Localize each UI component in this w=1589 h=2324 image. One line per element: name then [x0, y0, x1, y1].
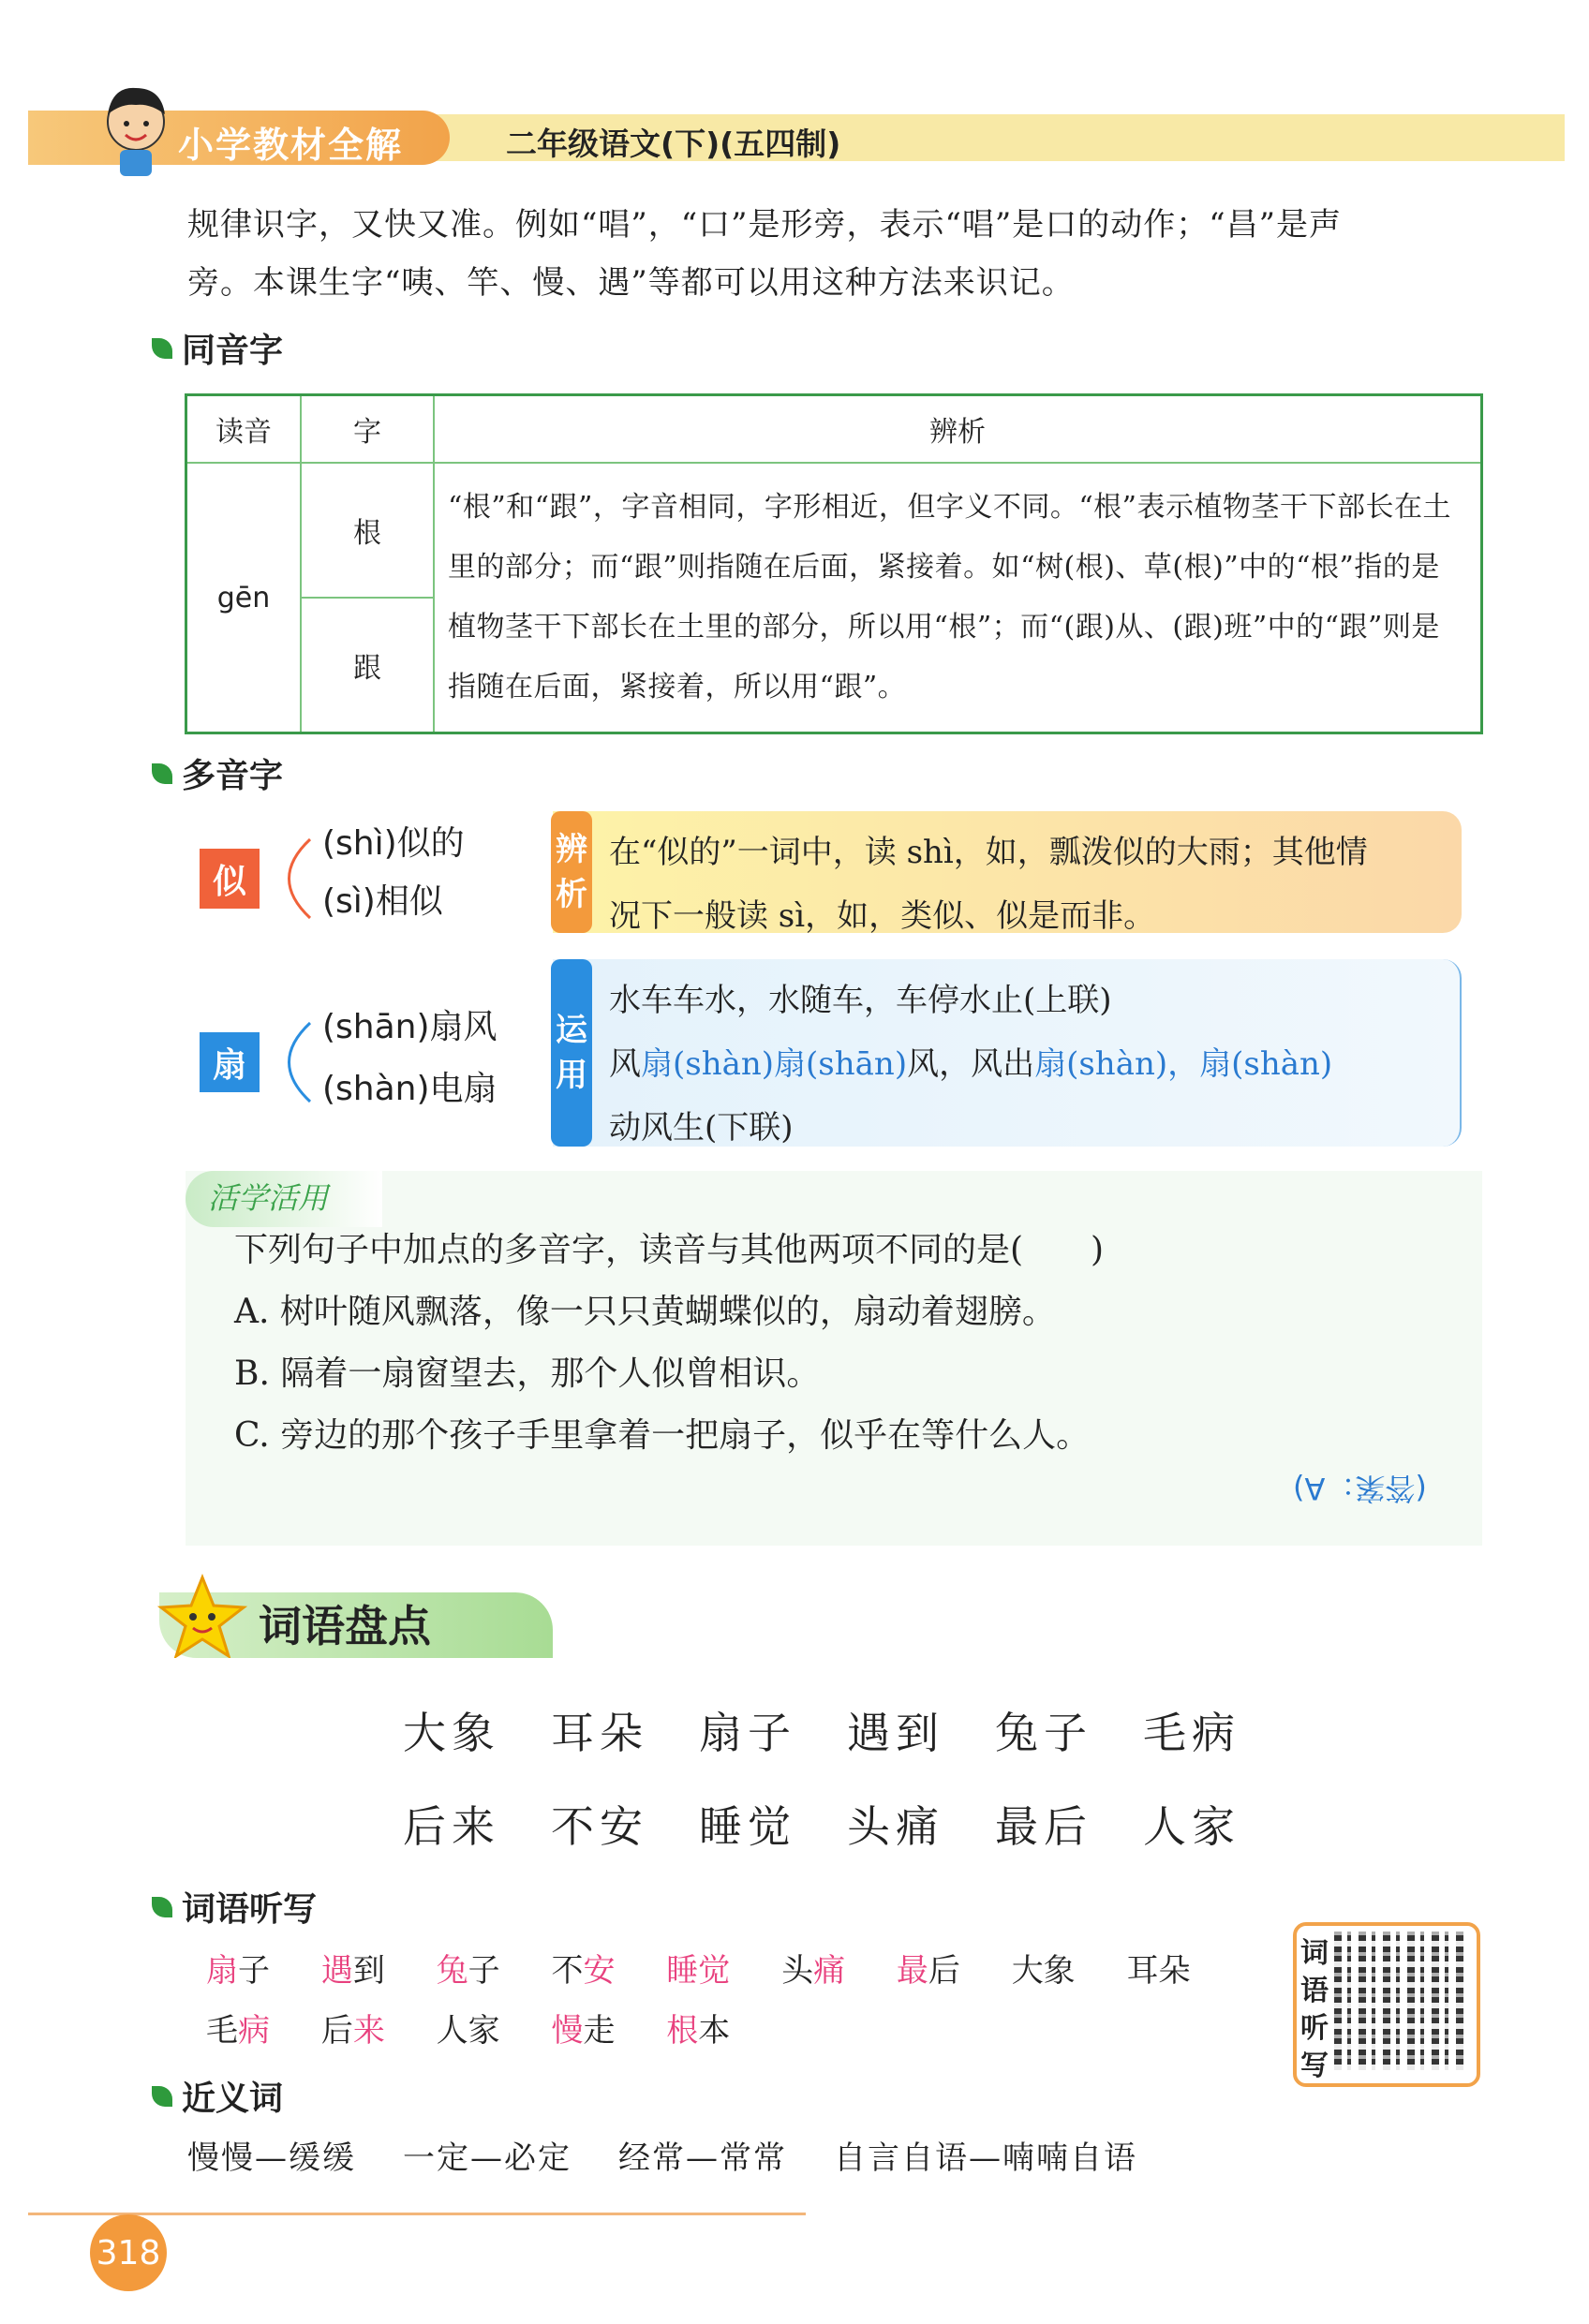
bracket-icon [259, 834, 315, 924]
polyphone-char-si: 似 [200, 849, 260, 909]
vocab-row-2: 后来 不安 睡觉 头痛 最后 人家 [403, 1801, 1240, 1852]
usage-box-shan: 水车车水，水随车，车停水止(上联) 风扇(shàn)扇(shān)风，风出扇(shàn)，扇(shàn) 动风生(下联) [553, 959, 1462, 1147]
leaf-icon [152, 1897, 172, 1917]
qr-code-pattern [1334, 1932, 1465, 2070]
homophone-table [185, 393, 1483, 734]
table-header-analysis: 辨析 [434, 395, 1482, 464]
tag-usage: 运 用 [551, 959, 592, 1147]
option-b: B. 隔着一扇窗望去，那个人似曾相识。 [234, 1354, 821, 1393]
analysis-box-si: 在“似的”一词中，读 shì，如，瓢泼似的大雨；其他情 况下一般读 sì，如，类似、似是而非。 [553, 811, 1462, 933]
char-cell-gen: 根 [301, 463, 434, 598]
vocab-heading: 词语盘点 [259, 1601, 431, 1651]
bracket-icon [259, 1017, 315, 1107]
reading-shan-2: (shàn)电扇 [322, 1070, 497, 1108]
synonym-list: 慢慢—缓缓 一定—必定 经常—常常 自言自语—喃喃自语 [187, 2139, 1137, 2177]
reading-si-2: (sì)相似 [322, 882, 443, 921]
synonym-heading: 近义词 [152, 2072, 283, 2120]
table-header-char: 字 [301, 395, 434, 464]
book-title: 二年级语文(下)(五四制) [506, 126, 841, 162]
intro-line-1: 规律识字，又快又准。例如“唱”，“口”是形旁，表示“唱”是口的动作；“昌”是声 [187, 206, 1343, 244]
leaf-icon [152, 338, 172, 359]
option-a: A. 树叶随风飘落，像一只只黄蝴蝶似的，扇动着翅膀。 [234, 1293, 1056, 1331]
polyphone-char-shan: 扇 [200, 1032, 260, 1092]
brand-title: 小学教材全解 [178, 125, 404, 166]
dictation-row-1: 扇子 遇到 兔子 不安 睡觉 头痛 最后 大象 耳朵 [206, 1952, 1191, 1990]
reading-cell: gēn [186, 463, 302, 733]
dictation-row-2: 毛病 后来 人家 慢走 根本 [206, 2012, 731, 2050]
exercise-tag: 活学活用 [208, 1180, 329, 1216]
intro-line-2: 旁。本课生字“咦、竿、慢、遇”等都可以用这种方法来识记。 [187, 264, 1075, 302]
vocab-row-1: 大象 耳朵 扇子 遇到 兔子 毛病 [403, 1708, 1240, 1758]
qr-label: 词 语 听 写 [1300, 1937, 1329, 2082]
char-cell-gen2: 跟 [301, 598, 434, 733]
answer-upside-down: (答案：A) [1293, 1471, 1427, 1506]
reading-si-1: (shì)似的 [322, 824, 465, 863]
analysis-cell: “根”和“跟”，字音相同，字形相近，但字义不同。“根”表示植物茎干下部长在土里的部分；而“跟”则指随在后面，紧接着。如“树(根)、草(根)”中的“根”指的是植物茎干下部长在土里的部分，所以用“根”；而“(跟)从、(跟)班”中的“跟”则是指随在后面，紧接着，所以用“跟”。 [434, 463, 1482, 733]
leaf-icon [152, 2086, 172, 2107]
leaf-icon [152, 763, 172, 784]
option-c: C. 旁边的那个孩子手里拿着一把扇子，似乎在等什么人。 [234, 1416, 1091, 1455]
tag-analysis: 辨 析 [551, 811, 592, 933]
polyphone-heading: 多音字 [152, 749, 283, 797]
boy-mascot-icon [84, 77, 187, 180]
exercise-question: 下列句子中加点的多音字，读音与其他两项不同的是( ) [234, 1231, 1105, 1269]
dictation-heading: 词语听写 [152, 1883, 317, 1931]
page-number: 318 [90, 2214, 167, 2291]
table-header-reading: 读音 [186, 395, 302, 464]
footer-line [28, 2213, 806, 2215]
homophone-heading: 同音字 [152, 324, 283, 372]
reading-shan-1: (shān)扇风 [322, 1008, 497, 1046]
star-icon [157, 1574, 247, 1658]
